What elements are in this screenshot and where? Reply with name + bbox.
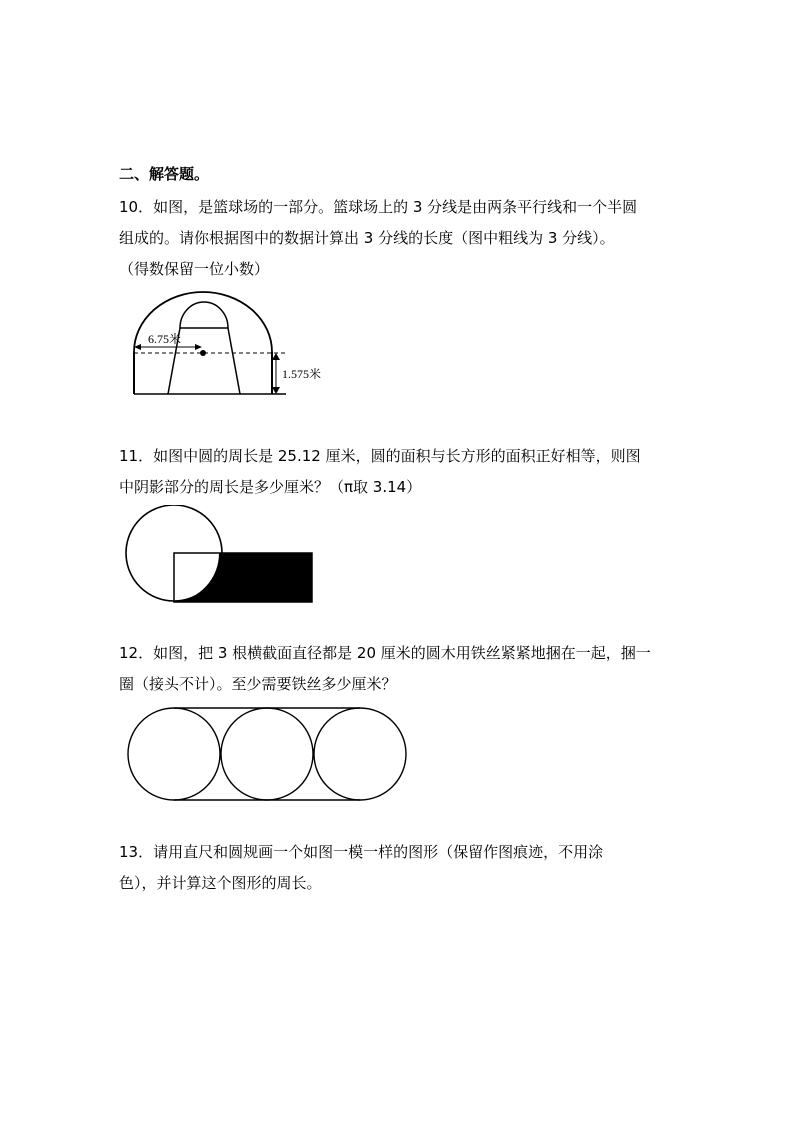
q10-text-line3: （得数保留一位小数） <box>119 260 270 278</box>
q11-text-line1: 11．如图中圆的周长是 25.12 厘米，圆的面积与长方形的面积正好相等，则图 <box>119 447 641 465</box>
radius-arrow-right-head <box>195 344 202 350</box>
log-circle-1 <box>128 708 220 800</box>
free-throw-arc <box>180 302 228 328</box>
q11-circle-rectangle-figure <box>120 505 320 605</box>
q13-text-line1: 13．请用直尺和圆规画一个如图一模一样的图形（保留作图痕迹，不用涂 <box>119 843 604 861</box>
q11-text-line2: 中阴影部分的周长是多少厘米？（π取 3.14） <box>119 478 422 496</box>
log-circle-3 <box>314 708 406 800</box>
key-right-side <box>228 328 240 394</box>
radius-label: 6.75米 <box>148 332 182 346</box>
height-label: 1.575米 <box>282 367 322 381</box>
q12-text-line1: 12．如图，把 3 根横截面直径都是 20 厘米的圆木用铁丝紧紧地捆在一起，捆一 <box>119 644 651 662</box>
q10-basketball-court-figure <box>120 290 350 400</box>
height-arrow-top-head <box>272 353 280 360</box>
q13-text-line2: 色），并计算这个图形的周长。 <box>119 874 322 892</box>
q12-three-logs-figure <box>120 700 420 806</box>
log-circle-2 <box>221 708 313 800</box>
section-heading: 二、解答题。 <box>119 165 210 183</box>
q10-text-line2: 组成的。请你根据图中的数据计算出 3 分线的长度（图中粗线为 3 分线）。 <box>119 229 615 247</box>
basket-center-dot <box>200 350 206 356</box>
q10-text-line1: 10．如图，是篮球场的一部分。篮球场上的 3 分线是由两条平行线和一个半圆 <box>119 198 638 216</box>
height-arrow-bottom-head <box>272 387 280 394</box>
q12-text-line2: 圈（接头不计）。至少需要铁丝多少厘米？ <box>119 675 397 693</box>
